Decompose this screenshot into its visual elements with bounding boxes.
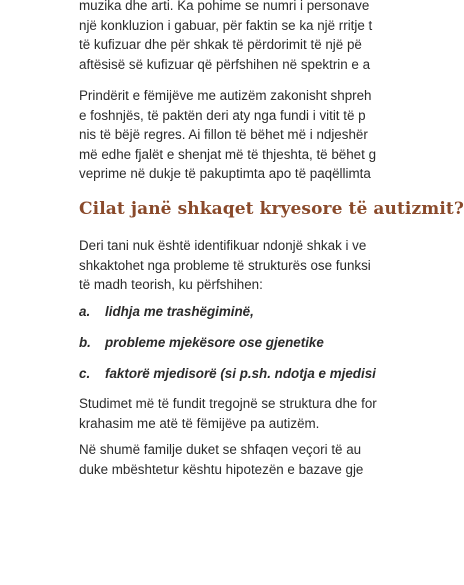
list-item [79, 366, 376, 381]
document-page [79, 0, 464, 585]
paragraph-3 [79, 236, 371, 295]
list-item-text: lidhja me trashëgiminë, [105, 304, 254, 319]
text-line: më edhe fjalët e shenjat më të thjeshta, të bëhet g [79, 146, 377, 162]
section-heading: Cilat janë shkaqet kryesore të autizmit? [79, 199, 464, 219]
list-item [79, 304, 254, 319]
paragraph-5 [79, 440, 363, 479]
list-item-text: faktorë mjedisorë (si p.sh. ndotja e mjedisi [105, 366, 376, 381]
list-marker: a. [79, 304, 91, 319]
text-line: veprime në dukje të pakuptimta apo të paqëllimta [79, 166, 371, 181]
list-marker: c. [79, 366, 91, 381]
text-line: shkaktohet nga probleme të strukturës ose funksi [79, 257, 371, 273]
paragraph-1 [79, 0, 372, 74]
text-line: krahasim me atë të fëmijëve pa autizëm. [79, 415, 320, 431]
text-line: muzika dhe arti. Ka pohime se numri i personave [79, 0, 370, 13]
list-item [79, 335, 324, 350]
text-line: një konkluzion i gabuar, për faktin se ka një rritje t [79, 17, 373, 33]
list-item-text: probleme mjekësore ose gjenetike [105, 335, 324, 350]
text-line: e foshnjës, të paktën deri aty nga fundi i vitit të p [79, 107, 366, 123]
text-line: Studimet më të fundit tregojnë se struktura dhe for [79, 396, 377, 411]
text-line: të madh teorish, ku përfshihen: [79, 277, 263, 292]
text-line: nis të bëjë regres. Ai fillon të bëhet më i ndjeshër [79, 127, 368, 142]
text-line: Prindërit e fëmijëve me autizëm zakonisht shpreh [79, 88, 372, 103]
paragraph-2 [79, 86, 376, 184]
text-line: aftësisë së kufizuar që përfshihen në spektrin e a [79, 56, 371, 72]
text-line: Deri tani nuk është identifikuar ndonjë shkak i ve [79, 238, 367, 253]
text-line: Në shumë familje duket se shfaqen veçori të au [79, 442, 362, 457]
text-line: duke mbështetur kështu hipotezën e bazave gje [79, 461, 364, 477]
paragraph-4 [79, 394, 377, 433]
text-line: të kufizuar dhe për shkak të përdorimit të një pë [79, 37, 362, 52]
list-marker: b. [79, 335, 91, 350]
